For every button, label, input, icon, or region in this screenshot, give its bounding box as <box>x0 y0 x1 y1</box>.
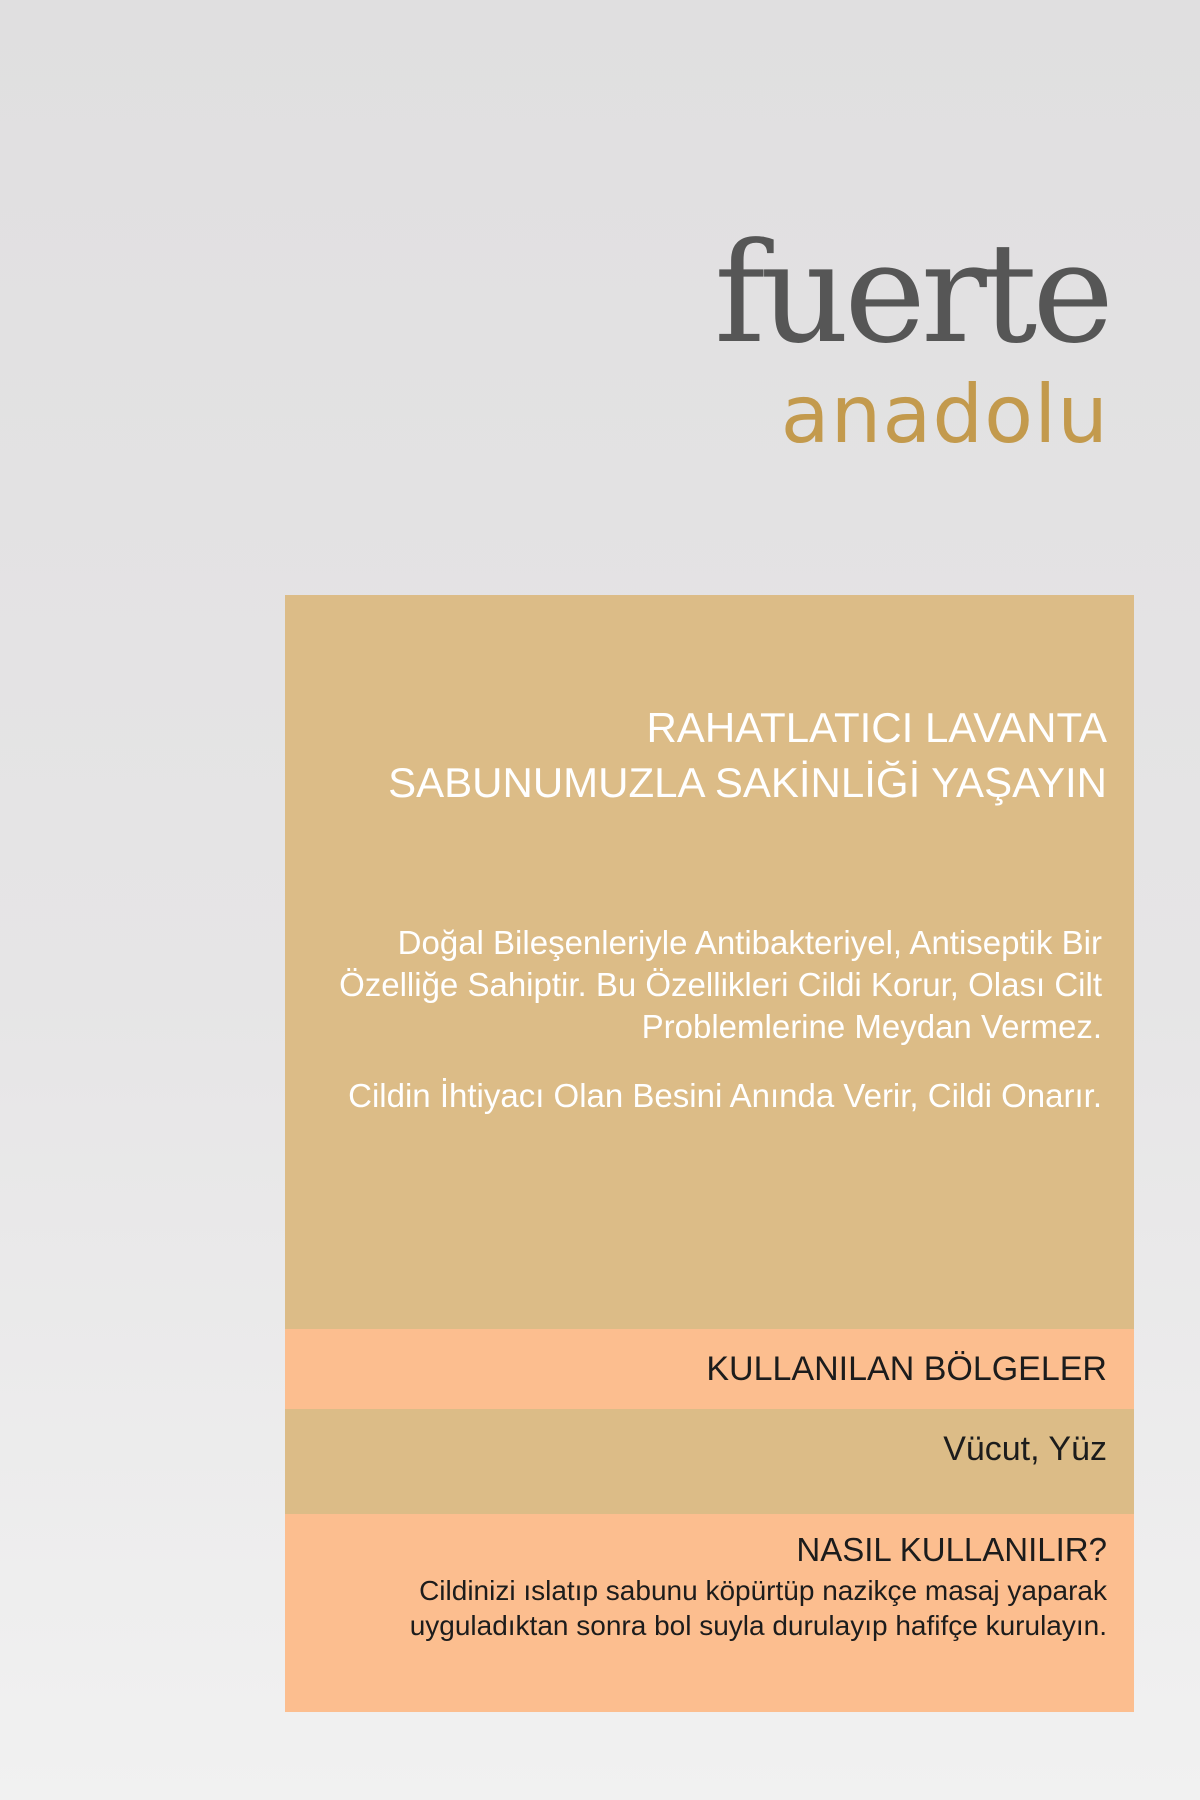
description-paragraph-2: Cildin İhtiyacı Olan Besini Anında Verir, Cildi Onarır. <box>348 1077 1102 1114</box>
usage-areas-row <box>285 1409 1134 1514</box>
product-info-panel <box>285 595 1134 1712</box>
how-to-use-title: NASIL KULLANILIR? <box>796 1531 1107 1568</box>
usage-areas-title: KULLANILAN BÖLGELER <box>706 1350 1107 1388</box>
usage-areas-header <box>285 1329 1134 1409</box>
brand-name-top: fuerte <box>714 213 1109 374</box>
brand-logo <box>689 205 1109 461</box>
how-to-use-text: Cildinizi ıslatıp sabunu köpürtüp nazikçe masaj yaparak uyguladıktan sonra bol suyla durulayıp hafifçe kurulayın. <box>409 1575 1107 1641</box>
headline <box>327 700 1107 810</box>
brand-name-bottom: anadolu <box>780 368 1109 461</box>
description <box>322 922 1102 1117</box>
usage-areas-value: Vücut, Yüz <box>943 1430 1107 1468</box>
how-to-use-section <box>285 1514 1134 1712</box>
headline-line-2: SABUNUMUZLA SAKİNLİĞİ YAŞAYIN <box>388 759 1107 806</box>
description-paragraph-1: Doğal Bileşenleriyle Antibakteriyel, Antiseptik Bir Özelliğe Sahiptir. Bu Özellikleri Cildi Korur, Olası Cilt Problemlerine Meydan Vermez. <box>339 924 1102 1045</box>
headline-line-1: RAHATLATICI LAVANTA <box>646 704 1107 751</box>
